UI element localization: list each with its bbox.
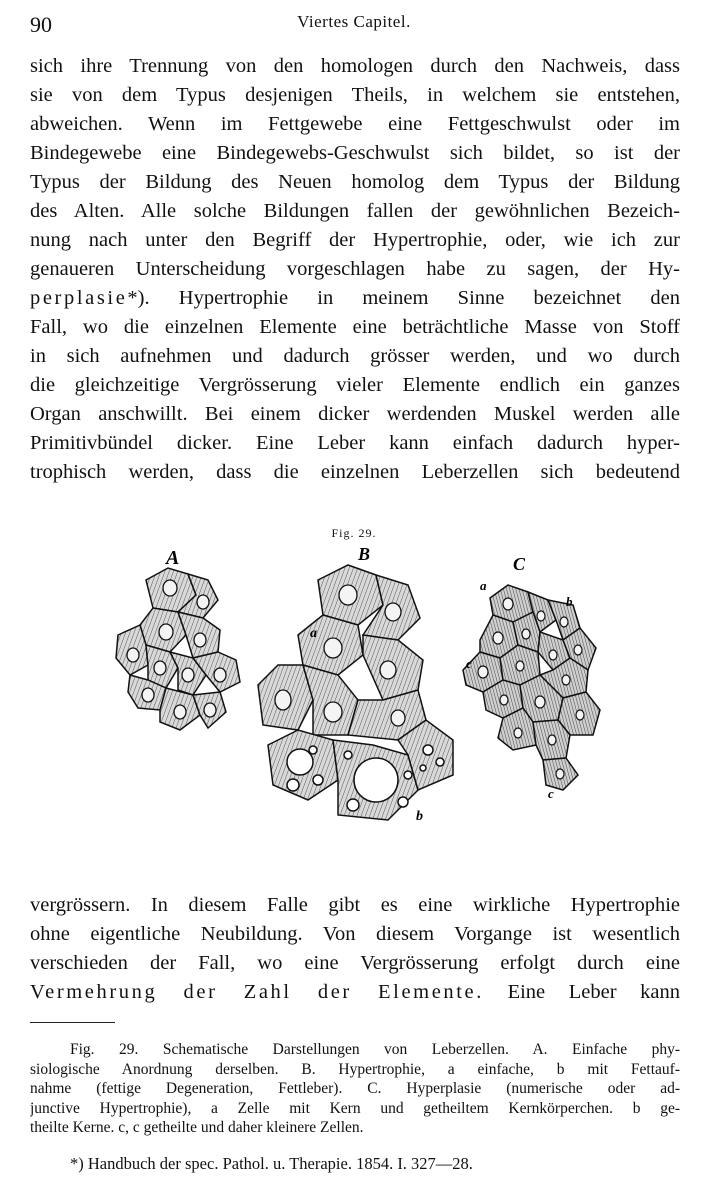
annotation-c-a: a: [480, 578, 487, 593]
page-number: 90: [30, 12, 52, 37]
text-line: Organ anschwillt. Bei einem dicker werdenden Muskel werden alle: [30, 403, 680, 425]
page-header: [30, 6, 678, 36]
emphasis-spaced: perplasie: [30, 287, 128, 309]
text-line: Primitivbündel dicker. Eine Leber kann einfach dadurch hyper-: [30, 432, 680, 454]
figure-label: Fig. 29.: [331, 526, 377, 540]
paragraph-2: [30, 891, 680, 1007]
text-line: abweichen. Wenn im Fettgewebe eine Fettgeschwulst oder im: [30, 113, 680, 135]
text-line: Typus der Bildung des Neuen homolog dem Typus der Bildung: [30, 171, 680, 193]
annotation-b-b: b: [416, 809, 423, 824]
text-line: genaueren Unterscheidung vorgeschlagen habe zu sagen, der Hy-: [30, 258, 680, 280]
text-line: sie von dem Typus desjenigen Theils, in welchem sie entstehen,: [30, 84, 680, 106]
panel-letter-b: B: [358, 544, 371, 564]
caption-line: siologische Anordnung derselben. B. Hypertrophie, a einfache, b mit Fettauf-: [30, 1060, 680, 1078]
text-line: die gleichzeitige Vergrösserung vieler Elemente endlich ein ganzes: [30, 374, 680, 396]
running-title: Viertes Capitel.: [297, 12, 411, 31]
emphasis-spaced: Vermehrung der Zahl der Elemente.: [30, 981, 484, 1003]
annotation-c-c2: c: [548, 786, 554, 801]
footnote-rule: [30, 1022, 115, 1023]
text-line: verschieden der Fall, wo eine Vergrösserung erfolgt durch eine: [30, 952, 680, 974]
annotation-c-c1: c: [466, 656, 472, 671]
caption-line: Fig. 29. Schematische Darstellungen von Leberzellen. A. Einfache phy-: [70, 1041, 680, 1058]
caption-line: theilte Kerne. c, c getheilte und daher kleinere Zellen.: [30, 1119, 364, 1136]
footnote: *) Handbuch der spec. Pathol. u. Therapie. 1854. I. 327—28.: [70, 1154, 473, 1173]
line-rest: Eine Leber kann: [483, 981, 680, 1003]
text-line: Bindegewebe eine Bindegewebs-Geschwulst sich bildet, so ist der: [30, 142, 680, 164]
text-line: in sich aufnehmen und dadurch grösser werden, und wo durch: [30, 345, 680, 367]
liver-cells-figure: [108, 540, 608, 870]
panel-letter-c: C: [513, 554, 526, 574]
figure-caption: [30, 1040, 680, 1138]
text-line: [30, 284, 680, 313]
annotation-c-b: b: [566, 594, 573, 609]
panel-letter-a: A: [166, 547, 180, 569]
paragraph-1: [30, 52, 680, 487]
text-line: sich ihre Trennung von den homologen durch den Nachweis, dass: [30, 55, 680, 77]
annotation-b-a: a: [310, 626, 317, 641]
text-line: trophisch werden, dass die einzelnen Leberzellen sich bedeutend: [30, 461, 680, 483]
caption-line: nahme (fettige Degeneration, Fettleber). C. Hyperplasie (numerische oder ad-: [30, 1080, 680, 1097]
text-line: Fall, wo die einzelnen Elemente eine beträchtliche Masse von Stoff: [30, 316, 680, 338]
panel-c-cells: [463, 585, 600, 790]
text-line: des Alten. Alle solche Bildungen fallen der gewöhnlichen Bezeich-: [30, 200, 680, 222]
text-line: vergrössern. In diesem Falle gibt es eine wirkliche Hypertrophie: [30, 894, 680, 916]
text-line: nung nach unter den Begriff der Hypertrophie, oder, wie ich zur: [30, 229, 680, 251]
caption-line: junctive Hypertrophie), a Zelle mit Kern und getheiltem Kernkörperchen. b ge-: [30, 1099, 680, 1117]
line-rest: *). Hypertrophie in meinem Sinne bezeichnet den: [127, 287, 680, 309]
text-line: ohne eigentliche Neubildung. Von diesem Vorgange ist wesentlich: [30, 923, 680, 945]
text-line: [30, 978, 680, 1007]
